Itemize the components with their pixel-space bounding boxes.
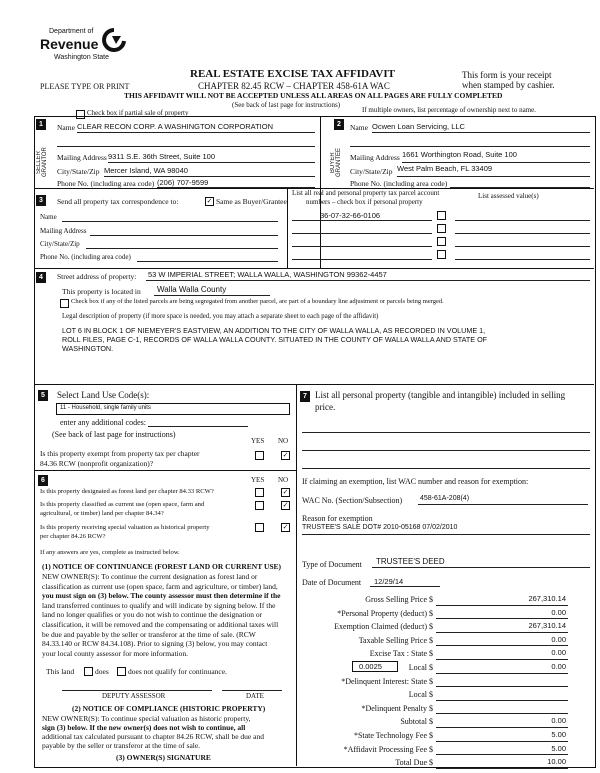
notice1-line: you must sign on (3) below. The county assessor must then determine if the [42, 591, 281, 601]
corr-phone-line [137, 261, 278, 262]
same-as-buyer-checkbox[interactable]: ✓ [206, 197, 213, 205]
calc-row [296, 677, 594, 691]
assessed-header: List assessed value(s) [478, 192, 539, 200]
personal-property-line-2 [302, 450, 590, 451]
notice1-title: (1) NOTICE OF CONTINUANCE (FOREST LAND OR CURRENT USE) [42, 562, 282, 571]
receipt-note-1: This form is your receipt [462, 70, 552, 80]
current-use-q-b: agricultural, or timber) land per chapter 84.34? [40, 510, 164, 517]
buyer-name[interactable]: Ocwen Loan Servicing, LLC [372, 122, 465, 131]
parcel-header-2: numbers – check box if personal property [306, 198, 423, 206]
doc-date-value[interactable]: 12/29/14 [374, 577, 404, 586]
calc-row [296, 758, 594, 772]
dept-line1: Department of [49, 28, 94, 35]
local-rate-value: 0.0025 [359, 662, 382, 671]
buyer-name-line-2 [350, 146, 590, 147]
notice2-line: sign (3) below. If the new owner(s) does not wish to continue, all [42, 723, 246, 732]
calc-label: *Personal Property (deduct) [337, 608, 427, 618]
personal-property-line-3 [302, 468, 590, 469]
corr-name-line [62, 221, 278, 222]
reason-label: Reason for exemption [302, 514, 373, 523]
doc-type-line [372, 567, 590, 568]
dor-logo-mark [102, 28, 126, 54]
calc-row [296, 609, 594, 623]
exempt-no-checkbox[interactable]: ✓ [282, 451, 289, 459]
calc-value[interactable]: 0.00 [551, 662, 566, 671]
dept-line2: Revenue [40, 36, 99, 52]
buyer-city-label: City/State/Zip [350, 167, 393, 176]
buyer-addr[interactable]: 1661 Worthington Road, Suite 100 [402, 150, 517, 159]
calc-currency: $ [429, 758, 433, 768]
personal-property-list-2: price. [315, 402, 336, 412]
calc-row [296, 649, 594, 663]
personal-property-checkbox-3[interactable] [437, 237, 446, 246]
see-back-5: (See back of last page for instructions) [52, 430, 176, 439]
forest-yes-checkbox[interactable] [255, 488, 264, 497]
assessed-line-3 [455, 246, 590, 247]
doc-type-label: Type of Document [302, 560, 362, 569]
calc-currency: $ [429, 649, 433, 659]
calc-currency: $ [429, 663, 433, 672]
notice1-line: classification, it will be removed and the compensating or additional taxes will [42, 620, 279, 629]
calc-line [436, 741, 568, 742]
corr-addr-line [90, 235, 278, 236]
frame-rule-4 [35, 470, 296, 471]
corr-name-label: Name [40, 213, 57, 221]
corr-city-label: City/State/Zip [40, 240, 80, 248]
calc-line [436, 768, 568, 769]
owner-signature-label: (3) OWNER(S) SIGNATURE [116, 753, 211, 762]
personal-property-list-1: List all personal property (tangible and intangible) included in selling [315, 390, 566, 400]
seller-name[interactable]: CLEAR RECON CORP. A WASHINGTON CORPORATION [77, 122, 274, 131]
notice2-title: (2) NOTICE OF COMPLIANCE (HISTORIC PROPERTY) [72, 704, 266, 713]
notice1-line: classification as current use (open space, farm and agriculture, or timber) land, [42, 581, 278, 591]
partial-sale-label: Check box if partial sale of property [87, 109, 189, 117]
does-checkbox[interactable] [84, 667, 93, 676]
calc-label: Taxable Selling Price [358, 635, 427, 645]
section-5-badge: 5 [38, 390, 48, 401]
calc-row [296, 745, 594, 759]
segregated-checkbox[interactable] [60, 299, 69, 308]
notice1-line: your local county assessor for more information. [42, 648, 189, 658]
located-county[interactable]: Walla Walla County [157, 285, 227, 294]
calc-label: Gross Selling Price [365, 595, 427, 604]
calc-currency: $ [429, 635, 433, 645]
current-use-yes-checkbox[interactable] [255, 501, 264, 510]
calc-label: Exemption Claimed (deduct) [334, 622, 427, 632]
calc-currency: $ [429, 608, 433, 618]
current-use-no-checkbox[interactable]: ✓ [282, 501, 289, 509]
calc-line [436, 645, 568, 646]
yes-header-5: YES [251, 437, 265, 445]
calc-line [436, 754, 568, 755]
calc-currency: $ [429, 744, 433, 754]
calc-line [436, 673, 568, 674]
calc-row [296, 717, 594, 731]
assessed-line-4 [455, 259, 590, 260]
calc-value[interactable]: 267,310.14 [528, 621, 566, 631]
notice1-line: land transferred continues to qualify and will indicate by signing below. If the [42, 600, 276, 610]
exempt-q2: 84.36 RCW (nonprofit organization)? [40, 459, 154, 468]
buyer-side-label: BUYER GRANTEE [330, 148, 342, 178]
does-not-checkbox[interactable] [117, 667, 126, 676]
calc-label: Local [408, 690, 427, 700]
calc-value[interactable]: 0.00 [551, 634, 566, 644]
calc-line [436, 700, 568, 701]
calc-row [296, 595, 594, 609]
warning-line: THIS AFFIDAVIT WILL NOT BE ACCEPTED UNLESS ALL AREAS ON ALL PAGES ARE FULLY COMPLETED [124, 91, 503, 100]
buyer-addr-label: Mailing Address [350, 153, 400, 162]
this-land-label: This land [46, 667, 75, 676]
seller-phone-line [157, 187, 315, 188]
legal-label: Legal description of property (if more space is needed, you may attach a separate sheet to each page of the affidavit) [62, 313, 379, 320]
no-header-6: NO [278, 476, 289, 484]
tax-calculation-table [296, 592, 594, 768]
personal-property-checkbox-1[interactable] [437, 211, 446, 220]
if-yes-note: If any answers are yes, complete as instructed below. [40, 549, 180, 556]
calc-label: *Delinquent Interest: State [341, 676, 427, 686]
wac-label: WAC No. (Section/Subsection) [302, 496, 403, 505]
seller-addr-line [108, 162, 315, 163]
parcel-line-3 [292, 246, 432, 247]
historic-no-checkbox[interactable]: ✓ [282, 523, 289, 531]
assessed-line-2 [455, 233, 590, 234]
section-2-badge: 2 [334, 119, 344, 130]
print-note: PLEASE TYPE OR PRINT [40, 82, 130, 91]
calc-label: Total Due [395, 758, 427, 768]
land-use-select[interactable] [56, 403, 290, 415]
section-3-badge: 3 [36, 195, 46, 206]
calc-value[interactable]: 5.00 [551, 730, 566, 739]
buyer-city-line [397, 176, 590, 177]
doc-type-value[interactable]: TRUSTEE'S DEED [376, 557, 445, 566]
exempt-q1: Is this property exempt from property tax per chapter [40, 449, 200, 458]
doc-date-line [370, 586, 440, 587]
located-line [154, 295, 270, 296]
current-use-q-a: Is this property classified as current use (open space, farm and [40, 501, 205, 508]
assessed-line-1 [455, 220, 590, 221]
calc-currency: $ [429, 676, 433, 686]
calc-line [436, 659, 568, 660]
historic-q-a: Is this property receiving special valuation as historical property [40, 524, 210, 531]
seller-city-label: City/State/Zip [57, 167, 100, 176]
reason-line [302, 534, 590, 535]
corr-city-line [86, 248, 278, 249]
seller-addr-label: Mailing Address [57, 153, 107, 162]
calc-value[interactable]: 267,310.14 [528, 594, 566, 603]
buyer-phone-label: Phone No. (including area code) [350, 179, 448, 188]
section-1-badge: 1 [36, 119, 46, 130]
calc-value[interactable]: 5.00 [551, 743, 566, 753]
additional-codes-line [148, 426, 248, 427]
calc-value[interactable]: 0.00 [551, 716, 566, 726]
frame-rule-3 [35, 384, 594, 385]
calc-row [296, 690, 594, 704]
wac-line [418, 504, 588, 505]
does-label: does [95, 667, 109, 676]
notice2-line: NEW OWNER(S): To continue special valuation as historic property, [42, 714, 251, 723]
send-correspondence-label: Send all property tax correspondence to: [57, 197, 179, 206]
legal-line-1[interactable]: LOT 6 IN BLOCK 1 OF NIEMEYER'S EASTVIEW, AN ADDITION TO THE CITY OF WALLA WALLA, AS RECORDED IN VOLUME 1, [62, 326, 486, 335]
historic-yes-checkbox[interactable] [255, 523, 264, 532]
exemption-label: If claiming an exemption, list WAC number and reason for exemption: [302, 477, 529, 486]
date-line [222, 690, 282, 691]
calc-row [296, 622, 594, 636]
section-6-badge: 6 [38, 475, 48, 486]
calc-label: Subtotal [400, 717, 427, 727]
calc-label: *Affidavit Processing Fee [343, 744, 427, 754]
calc-line [436, 618, 568, 619]
calc-currency: $ [429, 622, 433, 632]
parcel-header-1: List all real and personal property tax parcel account [292, 189, 440, 197]
land-use-label: Select Land Use Code(s): [57, 390, 150, 400]
wac-value[interactable]: 458-61A-208(4) [420, 495, 470, 502]
buyer-phone-line [450, 187, 590, 188]
date-label: DATE [246, 692, 264, 700]
calc-currency: $ [429, 703, 433, 713]
legal-line-3[interactable]: WASHINGTON. [62, 344, 114, 353]
receipt-note-2: when stamped by cashier. [462, 80, 555, 90]
same-as-buyer-label: Same as Buyer/Grantee [216, 197, 287, 206]
notice1-line: NEW OWNER(S): To continue the current designation as forest land or [42, 572, 258, 581]
parcel-line-4 [292, 259, 432, 260]
calc-row [296, 636, 594, 650]
dor-logo [40, 28, 140, 74]
section3-divider [287, 189, 288, 268]
parcel-line-2 [292, 233, 432, 234]
calc-value[interactable]: 10.00 [547, 757, 566, 767]
parcel-line-1 [292, 220, 432, 221]
calc-line [436, 686, 568, 687]
forest-no-checkbox[interactable]: ✓ [282, 488, 289, 496]
notice2-line: additional tax calculated pursuant to chapter 84.26 RCW, shall be due and [42, 732, 264, 741]
seller-phone[interactable]: (206) 707-9599 [157, 178, 209, 187]
notice1-line: 84.33.140 or RCW 84.34.108). Prior to signing (3) below, you may contact [42, 639, 268, 649]
land-use-value: 11 - Household, single family units [60, 405, 151, 411]
frame-rule-2 [35, 268, 594, 269]
personal-property-checkbox-2[interactable] [437, 224, 446, 233]
yes-header-6: YES [251, 476, 265, 484]
calc-label: Excise Tax : State [369, 649, 427, 659]
legal-line-2[interactable]: ROLL FILES, PAGE C-1, RECORDS OF WALLA WALLA COUNTY. SITUATED IN THE COUNTY OF WALLA WALLA AND STATE OF [62, 335, 488, 344]
calc-row [296, 663, 594, 677]
does-not-label: does not qualify for continuance. [128, 667, 227, 676]
buyer-city[interactable]: West Palm Beach, FL 33409 [397, 164, 493, 173]
calc-label: *Delinquent Penalty [361, 703, 427, 713]
instructions-note: (See back of last page for instructions) [232, 101, 341, 109]
reason-value[interactable]: TRUSTEE'S SALE DOT# 2010-05168 07/02/2010 [302, 524, 458, 531]
seller-name-line-2 [57, 146, 315, 147]
corr-addr-label: Mailing Address [40, 227, 87, 235]
calc-row [296, 704, 594, 718]
buyer-addr-line [402, 162, 590, 163]
calc-row [296, 731, 594, 745]
dept-line3: Washington State [54, 54, 109, 61]
calc-currency: $ [429, 717, 433, 727]
parcel-number[interactable]: 36-07-32-66-0106 [320, 211, 381, 220]
personal-property-line-1 [302, 432, 590, 433]
historic-q-b: per chapter 84.26 RCW? [40, 533, 106, 540]
local-rate-box[interactable] [352, 661, 398, 672]
calc-value[interactable]: 0.00 [551, 607, 566, 617]
notice2-line: payable by the seller or transferor at the time of sale. [42, 741, 201, 750]
street-label: Street address of property: [57, 272, 137, 281]
calc-label: *State Technology Fee [353, 731, 427, 740]
street-address[interactable]: 53 W IMPERIAL STREET; WALLA WALLA, WASHINGTON 99362-4457 [148, 270, 387, 279]
section-4-badge: 4 [36, 272, 46, 283]
notice1-line: land no longer qualifies or you do not wish to continue the designation or [42, 610, 263, 620]
deputy-line [62, 690, 212, 691]
buyer-name-line [372, 132, 590, 133]
multiple-owners-note: If multiple owners, list percentage of ownership next to name. [362, 106, 536, 114]
chapter-line: CHAPTER 82.45 RCW – CHAPTER 458-61A WAC [198, 81, 390, 91]
notice1-line: be due and payable by the seller or transferor at the time of sale. (RCW [42, 629, 256, 639]
calc-line [436, 727, 568, 728]
calc-line [436, 605, 568, 606]
additional-codes-label: enter any additional codes: [60, 418, 146, 427]
calc-value[interactable]: 0.00 [551, 648, 566, 658]
doc-date-label: Date of Document [302, 578, 362, 587]
no-header-5: NO [278, 437, 289, 445]
buyer-name-label: Name [350, 123, 368, 132]
corr-phone-label: Phone No. (including area code) [40, 253, 131, 261]
form-title: REAL ESTATE EXCISE TAX AFFIDAVIT [190, 68, 395, 80]
deputy-label: DEPUTY ASSESSOR [102, 692, 166, 700]
located-label: This property is located in [62, 287, 141, 296]
seller-name-line [77, 132, 315, 133]
calc-currency: $ [429, 595, 433, 604]
seller-name-label: Name [57, 123, 75, 132]
calc-currency: $ [429, 731, 433, 740]
exempt-yes-checkbox[interactable] [255, 451, 264, 460]
calc-label: Local [408, 663, 427, 672]
seller-phone-label: Phone No. (including area code) [57, 179, 155, 188]
forest-q: Is this property designated as forest land per chapter 84.33 RCW? [40, 488, 214, 495]
calc-currency: $ [429, 690, 433, 700]
segregated-label: Check box if any of the listed parcels are being segregated from another parcel, are part of a boundary line adjustment or parcels being merged. [71, 298, 444, 305]
seller-side-label: SELLER GRANTOR [36, 147, 48, 178]
seller-city-line [104, 176, 315, 177]
calc-line [436, 713, 568, 714]
personal-property-checkbox-4[interactable] [437, 250, 446, 259]
section-7-badge: 7 [300, 391, 310, 402]
seller-addr[interactable]: 9311 S.E. 36th Street, Suite 100 [108, 152, 216, 161]
seller-city[interactable]: Mercer Island, WA 98040 [104, 166, 188, 175]
calc-line [436, 632, 568, 633]
street-line [146, 280, 590, 281]
